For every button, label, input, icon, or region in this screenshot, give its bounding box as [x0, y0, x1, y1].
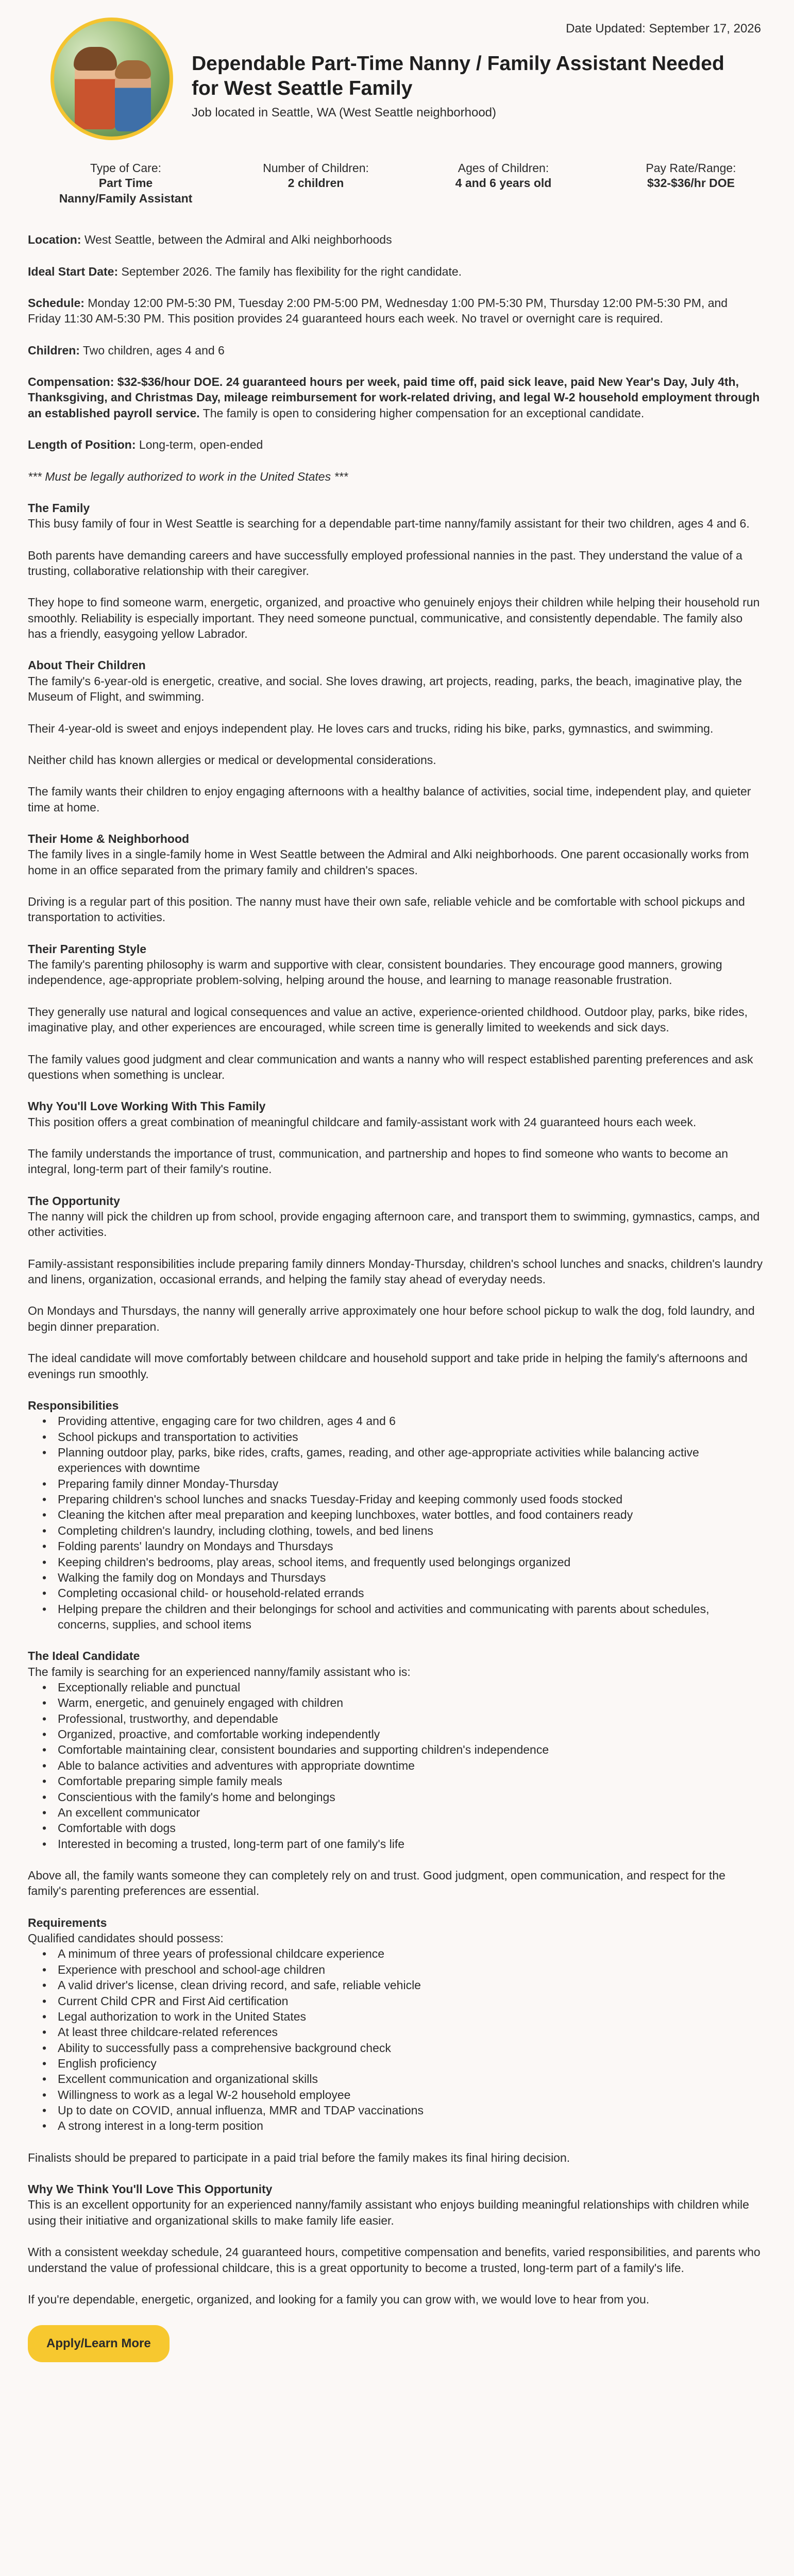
location-text: West Seattle, between the Admiral and Alki neighborhoods — [81, 233, 392, 247]
summary-ages-of-children — [439, 161, 568, 206]
section-children — [28, 657, 763, 815]
section-heading: The Family — [28, 501, 90, 515]
section-heading: Their Parenting Style — [28, 942, 147, 956]
start-date-label: Ideal Start Date: — [28, 264, 119, 278]
list-item: • Conscientious with the family's home and belongings — [28, 1789, 763, 1805]
list-item: • Current Child CPR and First Aid certification — [28, 1993, 763, 2009]
paragraph: Family-assistant responsibilities include preparing family dinners Monday-Thursday, children's school lunches and snacks, children's laundry and linens, organization, occasional errands, and helping the family stay ahead of everyday needs. — [28, 1257, 763, 1286]
paragraph: They generally use natural and logical consequences and value an active, experience-oriented childhood. Outdoor play, parks, bike rides, imaginative play, and other experiences are encouraged, while screen time is generally limited to weekends and sick days. — [28, 1005, 748, 1035]
summary-label: Number of Children: — [263, 161, 369, 175]
list-item: • Planning outdoor play, parks, bike rides, crafts, games, reading, and other age-appropriate activities while balancing active experiences with downtime — [28, 1445, 763, 1476]
schedule-line — [28, 295, 763, 327]
schedule-label: Schedule: — [28, 296, 85, 310]
ideal-candidate-list — [28, 1680, 763, 1852]
date-updated: Date Updated: September 17, 2026 — [566, 22, 761, 36]
section-heading: Responsibilities — [28, 1398, 119, 1412]
page-title: Dependable Part-Time Nanny / Family Assistant Needed for West Seattle Family — [192, 53, 724, 99]
summary-value: $32-$36/hr DOE — [647, 176, 735, 190]
section-requirements — [28, 1915, 763, 2165]
list-item: • Keeping children's bedrooms, play areas, school items, and frequently used belongings organized — [28, 1554, 763, 1570]
apply-button[interactable]: Apply/Learn More — [28, 2325, 170, 2362]
length-label: Length of Position: — [28, 438, 136, 452]
summary-label: Ages of Children: — [458, 161, 549, 175]
summary-type-of-care — [59, 161, 193, 206]
section-heading: Their Home & Neighborhood — [28, 832, 190, 845]
paragraph: The family's 6-year-old is energetic, creative, and social. She loves drawing, art projects, reading, parks, the beach, imaginative play, the Museum of Flight, and swimming. — [28, 674, 742, 704]
list-item: • Able to balance activities and adventures with appropriate downtime — [28, 1758, 763, 1773]
section-heading: The Ideal Candidate — [28, 1649, 140, 1663]
list-item: • An excellent communicator — [28, 1805, 763, 1820]
list-item: • English proficiency — [28, 2056, 763, 2071]
paragraph: Finalists should be prepared to participate in a paid trial before the family makes its final hiring decision. — [28, 2150, 570, 2164]
list-item: • Comfortable preparing simple family meals — [28, 1773, 763, 1789]
section-heading: Why You'll Love Working With This Family — [28, 1099, 266, 1113]
job-summary — [28, 161, 763, 206]
section-ideal-candidate — [28, 1648, 763, 1899]
paragraph: The ideal candidate will move comfortably between childcare and household support and take pride in helping the family's afternoons and evenings run smoothly. — [28, 1351, 748, 1381]
list-item: • Experience with preschool and school-age children — [28, 1962, 763, 1977]
list-item: • Comfortable maintaining clear, consistent boundaries and supporting children's independence — [28, 1742, 763, 1757]
list-item: • Providing attentive, engaging care for two children, ages 4 and 6 — [28, 1413, 763, 1429]
children-line — [28, 343, 763, 358]
list-item: • Cleaning the kitchen after meal preparation and keeping lunchboxes, water bottles, and food containers ready — [28, 1507, 763, 1522]
list-item: • A minimum of three years of professional childcare experience — [28, 1946, 763, 1961]
list-item: • Completing occasional child- or household-related errands — [28, 1585, 763, 1601]
compensation-label: Compensation: $32-$36/hour DOE. 24 guaranteed hours per week, paid time off, paid sick leave, paid New Year's Day, July 4th, Thanksgiving, and Christmas Day, mileage reimbursement for work-related driving, and legal W-2 household employment through an established payroll service. — [28, 375, 760, 420]
paragraph: This is an excellent opportunity for an experienced nanny/family assistant who enjoys building meaningful relationships with children while using their initiative and organizational skills to make family life easier. — [28, 2198, 749, 2227]
section-heading: About Their Children — [28, 658, 146, 672]
list-intro: Qualified candidates should possess: — [28, 1931, 224, 1945]
child-hair-boy — [115, 60, 151, 79]
location-line — [28, 232, 763, 247]
paragraph: This busy family of four in West Seattle is searching for a dependable part-time nanny/family assistant for their two children, ages 4 and 6. — [28, 517, 750, 531]
list-item: • Excellent communication and organizational skills — [28, 2071, 763, 2087]
section-love-opportunity — [28, 2181, 763, 2307]
list-item: • Exceptionally reliable and punctual — [28, 1680, 763, 1695]
title-block — [192, 52, 742, 121]
start-date-text: September 2026. The family has flexibility for the right candidate. — [118, 264, 462, 278]
summary-pay-rate — [624, 161, 758, 206]
list-item: • Professional, trustworthy, and dependable — [28, 1711, 763, 1726]
paragraph: Above all, the family wants someone they can completely rely on and trust. Good judgment, open communication, and respect for the family's parenting preferences are essential. — [28, 1868, 725, 1898]
requirements-list — [28, 1946, 763, 2133]
list-intro: The family is searching for an experienced nanny/family assistant who is: — [28, 1665, 411, 1679]
list-item: • Warm, energetic, and genuinely engaged with children — [28, 1695, 763, 1710]
paragraph: The family values good judgment and clear communication and wants a nanny who will respect established parenting preferences and ask questions when something is unclear. — [28, 1052, 753, 1081]
summary-value: Part Time Nanny/Family Assistant — [59, 176, 193, 205]
list-item: • Comfortable with dogs — [28, 1820, 763, 1836]
paragraph: They hope to find someone warm, energetic, organized, and proactive who genuinely enjoys their children while helping their household run smoothly. Reliability is especially important. They need someone punctual, communicative, and consistently dependable. The family also has a friendly, easygoing yellow Labrador. — [28, 596, 760, 641]
summary-label: Pay Rate/Range: — [646, 161, 736, 175]
job-location: Job located in Seattle, WA (West Seattle neighborhood) — [192, 106, 497, 120]
list-item: • Helping prepare the children and their belongings for school and activities and communicating with parents about schedules, concerns, supplies, and school items — [28, 1601, 763, 1633]
paragraph: The family wants their children to enjoy engaging afternoons with a healthy balance of activities, social time, independent play, and quieter time at home. — [28, 785, 751, 814]
list-item: • Up to date on COVID, annual influenza, MMR and TDAP vaccinations — [28, 2103, 763, 2118]
section-heading: The Opportunity — [28, 1194, 120, 1208]
summary-value: 2 children — [288, 176, 344, 190]
list-item: • Folding parents' laundry on Mondays and Thursdays — [28, 1538, 763, 1554]
length-line — [28, 437, 763, 452]
section-responsibilities — [28, 1398, 763, 1632]
list-item: • At least three childcare-related references — [28, 2024, 763, 2040]
paragraph: On Mondays and Thursdays, the nanny will generally arrive approximately one hour before school pickup to walk the dog, fold laundry, and begin dinner preparation. — [28, 1304, 755, 1333]
child-hair-girl — [74, 47, 117, 71]
children-text: Two children, ages 4 and 6 — [79, 343, 225, 357]
list-item: • Interested in becoming a trusted, long-term part of one family's life — [28, 1836, 763, 1852]
compensation-text: The family is open to considering higher compensation for an exceptional candidate. — [199, 406, 645, 420]
section-family — [28, 500, 763, 642]
schedule-text: Monday 12:00 PM-5:30 PM, Tuesday 2:00 PM-5:00 PM, Wednesday 1:00 PM-5:30 PM, Thursday 12:00 PM-5:30 PM, and Friday 11:30 AM-5:30 PM. This position provides 24 guaranteed hours each week. No travel or overnight care is required. — [28, 296, 728, 326]
section-heading: Why We Think You'll Love This Opportunity — [28, 2182, 273, 2196]
section-why — [28, 1098, 763, 1177]
list-item: • A valid driver's license, clean driving record, and safe, reliable vehicle — [28, 1977, 763, 1993]
list-item: • Organized, proactive, and comfortable working independently — [28, 1726, 763, 1742]
list-item: • Completing children's laundry, including clothing, towels, and bed linens — [28, 1523, 763, 1538]
paragraph: The nanny will pick the children up from school, provide engaging afternoon care, and transport them to swimming, gymnastics, camps, and other activities. — [28, 1210, 760, 1239]
summary-value: 4 and 6 years old — [455, 176, 552, 190]
paragraph: Neither child has known allergies or medical or developmental considerations. — [28, 753, 436, 767]
location-label: Location: — [28, 233, 81, 247]
list-item: • Legal authorization to work in the United States — [28, 2009, 763, 2024]
list-item: • Preparing children's school lunches and snacks Tuesday-Friday and keeping commonly used foods stocked — [28, 1492, 763, 1507]
list-item: • Ability to successfully pass a comprehensive background check — [28, 2040, 763, 2056]
list-item: • Walking the family dog on Mondays and Thursdays — [28, 1570, 763, 1585]
paragraph: The family's parenting philosophy is warm and supportive with clear, consistent boundaries. They encourage good manners, growing independence, age-appropriate problem-solving, helping around the house, and learning to manage reasonable frustration. — [28, 958, 722, 987]
paragraph: With a consistent weekday schedule, 24 guaranteed hours, competitive compensation and benefits, varied responsibilities, and parents who understand the value of professional childcare, this is a great opportunity to become a trusted, long-term part of a family's life. — [28, 2245, 761, 2275]
paragraph: This position offers a great combination of meaningful childcare and family-assistant work with 24 guaranteed hours each week. — [28, 1115, 697, 1129]
authorization-note: *** Must be legally authorized to work in the United States *** — [28, 469, 348, 483]
section-opportunity — [28, 1193, 763, 1382]
paragraph: Driving is a regular part of this position. The nanny must have their own safe, reliable vehicle and be comfortable with school pickups and transportation to activities. — [28, 895, 745, 924]
section-home — [28, 831, 763, 925]
children-label: Children: — [28, 343, 80, 357]
header — [28, 0, 763, 139]
posting-content — [28, 232, 763, 2362]
compensation-line — [28, 374, 763, 421]
list-item: • A strong interest in a long-term position — [28, 2118, 763, 2133]
paragraph: Their 4-year-old is sweet and enjoys independent play. He loves cars and trucks, riding his bike, parks, gymnastics, and swimming. — [28, 721, 714, 735]
list-item: • Willingness to work as a legal W-2 household employee — [28, 2087, 763, 2103]
list-item: • Preparing family dinner Monday-Thursday — [28, 1476, 763, 1492]
paragraph: The family lives in a single-family home in West Seattle between the Admiral and Alki neighborhoods. One parent occasionally works from home in an office separated from the primary family and children's spaces. — [28, 848, 749, 877]
summary-number-of-children — [249, 161, 383, 206]
list-item: • School pickups and transportation to activities — [28, 1429, 763, 1445]
length-text: Long-term, open-ended — [136, 438, 263, 452]
paragraph: If you're dependable, energetic, organized, and looking for a family you can grow with, we would love to hear from you. — [28, 2292, 650, 2306]
responsibilities-list — [28, 1413, 763, 1632]
start-date-line — [28, 264, 763, 279]
summary-label: Type of Care: — [90, 161, 162, 175]
paragraph: The family understands the importance of trust, communication, and partnership and hopes to find someone who wants to become an integral, long-term part of their family's routine. — [28, 1146, 729, 1176]
paragraph: Both parents have demanding careers and have successfully employed professional nannies in the past. They understand the value of a trusting, collaborative relationship with their caregiver. — [28, 548, 742, 578]
section-heading: Requirements — [28, 1916, 107, 1929]
section-parenting — [28, 941, 763, 1083]
family-photo — [50, 18, 173, 140]
